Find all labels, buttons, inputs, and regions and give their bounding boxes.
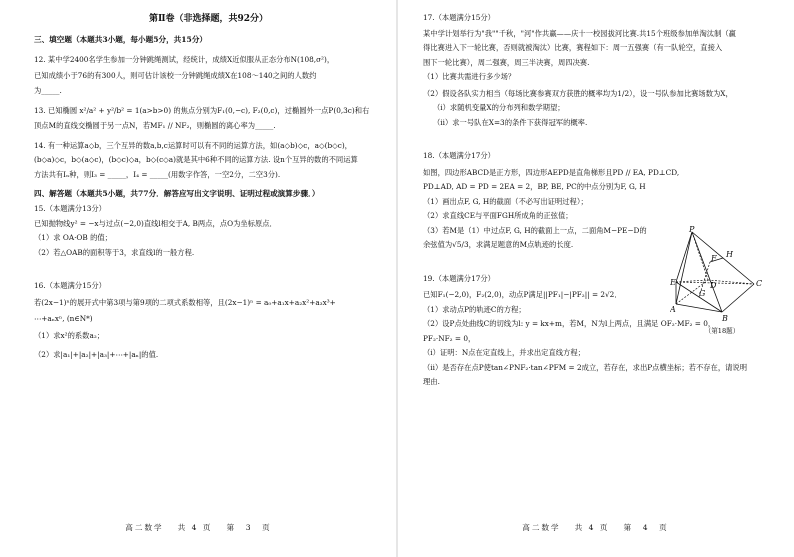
q19-line: 已知F₁(−2,0)，F₂(2,0)，动点P满足||PF₁|−|PF₂|| = 2√2． (423, 290, 622, 299)
q19-sub-ii-cont: 理由. (423, 377, 440, 386)
q13-line: 13. 已知椭圆 x²/a² + y²/b² = 1(a>b>0) 的焦点分别为F₁(0,−c), F₂(0,c)，过椭圆外一点P(0,3c)和右 (34, 105, 370, 115)
q17-line: 得比赛进入下一轮比赛，否则就被淘汰）比赛，赛程如下：周一五强赛（有一队轮空，直接入 (423, 43, 723, 52)
label-H: H (726, 250, 733, 259)
q16-line: 若(2x−1)ⁿ的展开式中第3项与第9项的二项式系数相等，且(2x−1)ⁿ = a₀+a₁x+a₂x²+a₃x³+ (34, 297, 336, 307)
q19-sub-i: （i）证明：N点在定直线上，并求出定直线方程； (423, 348, 585, 357)
q18-part3: （3）若M是（1）中过点F, G, H的截面上一点，二面角M−PE−D的 (423, 225, 647, 235)
q12-line: 已知成绩小于76的有300人，则可估计该校一分钟跳绳成绩X在108～140之间的人数约 (34, 70, 317, 80)
q19-sub-ii: （ii）是否存在点P使tan∠PNF₂·tan∠PFM = 2成立，若存在，求出P点横坐标；若不存在，请说明 (423, 362, 748, 372)
q18-line: PD⊥AD, AD = PD = 2EA = 2，BP, BE, PC的中点分别为F, G, H (423, 182, 646, 191)
q16-line: ⋯+aₙxⁿ, (n∈N*) (34, 314, 93, 323)
page-4 (397, 0, 794, 557)
q18-part2: （2）求直线CE与平面FGH所成角的正弦值； (423, 211, 573, 220)
q19-part2-cont: PF₂·NF₂ = 0， (423, 333, 476, 343)
edge-BC (722, 284, 754, 312)
question-17 (423, 12, 776, 128)
label-G: G (699, 289, 706, 298)
q16-header: 16.（本题满分15分） (34, 281, 106, 290)
label-F: F (711, 254, 717, 263)
q17-line: 围下一轮比赛），周二强赛，周三半决赛，周四决赛. (423, 57, 590, 67)
q14-line: (b◇a)◇c，b◇(a◇c)，(b◇c)◇a，b◇(c◇a)就是其中6种不同的运算方法. 设n个互异的数的不同运算 (34, 155, 358, 164)
question-16 (34, 280, 383, 361)
pyramid-diagram (670, 226, 774, 324)
question-14 (34, 140, 383, 181)
q18-figure (670, 226, 774, 338)
q17-sub-i: （i）求随机变量X的分布列和数学期望； (433, 103, 565, 112)
q14-line: 14. 有一种运算a◇b，三个互异的数a,b,c运算时可以有不同的运算方法，如(a◇b)◇c，a◇(b◇c)， (34, 140, 352, 150)
q18-header: 18.（本题满分17分） (423, 151, 495, 160)
q15-part2: （2）若△OAB的面积等于3，求直线l的一般方程. (34, 247, 195, 257)
q16-part2: （2）求|a₁|+|a₂|+|a₃|+⋯+|aₙ|的值. (34, 350, 159, 359)
section-solve-heading: 四、解答题（本题共5小题，共77分．解答应写出文字说明、证明过程或演算步骤．） (34, 189, 320, 198)
q15-part1: （1）求 OA·OB 的值； (34, 233, 112, 242)
q19-header: 19.（本题满分17分） (423, 273, 495, 283)
edge-PA (676, 232, 692, 304)
q15-line: 已知抛物线y² = −x与过点(−2,0)直线l相交于A, B两点，点O为坐标原点． (34, 218, 277, 228)
edge-PC (692, 232, 754, 284)
q12-line: 为_____. (34, 86, 62, 95)
q18-line: 如图，四边形ABCD是正方形，四边形AEPD是直角梯形且PD // EA, PD⊥CD, (423, 167, 680, 177)
q18-part3-cont: 余弦值为√5/3，求满足题意的M点轨迹的长度. (423, 240, 574, 249)
label-P: P (689, 226, 695, 234)
q17-part2: （2）假设各队实力相当（每场比赛参赛双方获胜的概率均为1/2），设一号队参加比赛场数为X， (423, 88, 733, 98)
q16-part1: （1）求x²的系数a₂； (34, 330, 105, 340)
edge-AB (676, 304, 722, 312)
q17-header: 17.（本题满分15分） (423, 13, 495, 22)
section-fill-in-heading: 三、填空题（本题共3小题，每小题5分，共15分） (34, 35, 208, 44)
q19-part1: （1）求动点P的轨迹C的方程； (423, 304, 526, 314)
label-C: C (756, 279, 763, 288)
q13-line: 顶点M的直线交椭圆于另一点N，若MF₁ // NF₂，则椭圆的离心率为_____. (34, 121, 276, 130)
page-footer: 高二数学 共 4 页 第 3 页 (125, 523, 272, 532)
q17-line: 某中学计划举行为"我""千秋，"河"作共赢——庆十一校园拔河比赛.共15个班级参加单淘汰制（赢 (423, 28, 736, 38)
label-D: D (710, 281, 717, 290)
question-12 (34, 54, 383, 97)
part2-title: 第Ⅱ卷（非选择题，共92分） (148, 14, 269, 24)
q15-header: 15.（本题满分13分） (34, 204, 106, 213)
q12-line: 12. 某中学2400名学生参加一分钟跳绳测试，经统计，成绩X近似服从正态分布N(108,σ²)， (34, 55, 335, 64)
q18-part1: （1）画出点F, G, H的截面（不必写出证明过程）； (423, 196, 588, 206)
page-footer: 高二数学 共 4 页 第 4 页 (522, 523, 669, 532)
question-13 (34, 105, 383, 132)
edge-EP (676, 232, 692, 282)
q14-line: 方法共有Iₙ种，则I₃ = _____，I₄ = _____(用数字作答，一空2分，二空3分). (34, 169, 281, 179)
label-A: A (670, 305, 676, 314)
label-E: E (670, 278, 676, 287)
figure-caption: （第18题） (704, 327, 740, 335)
label-B: B (722, 314, 728, 323)
q19-part2: （2）设P点处曲线C的切线为l: y = kx+m，若M，N为l上两点，且满足 OF₂·MF₂ = 0， (423, 319, 716, 328)
q17-part1: （1）比赛共需进行多少场？ (423, 72, 516, 81)
question-15 (34, 203, 383, 258)
q17-sub-ii: （ii）求一号队在X=3的条件下获得冠军的概率. (433, 117, 588, 127)
